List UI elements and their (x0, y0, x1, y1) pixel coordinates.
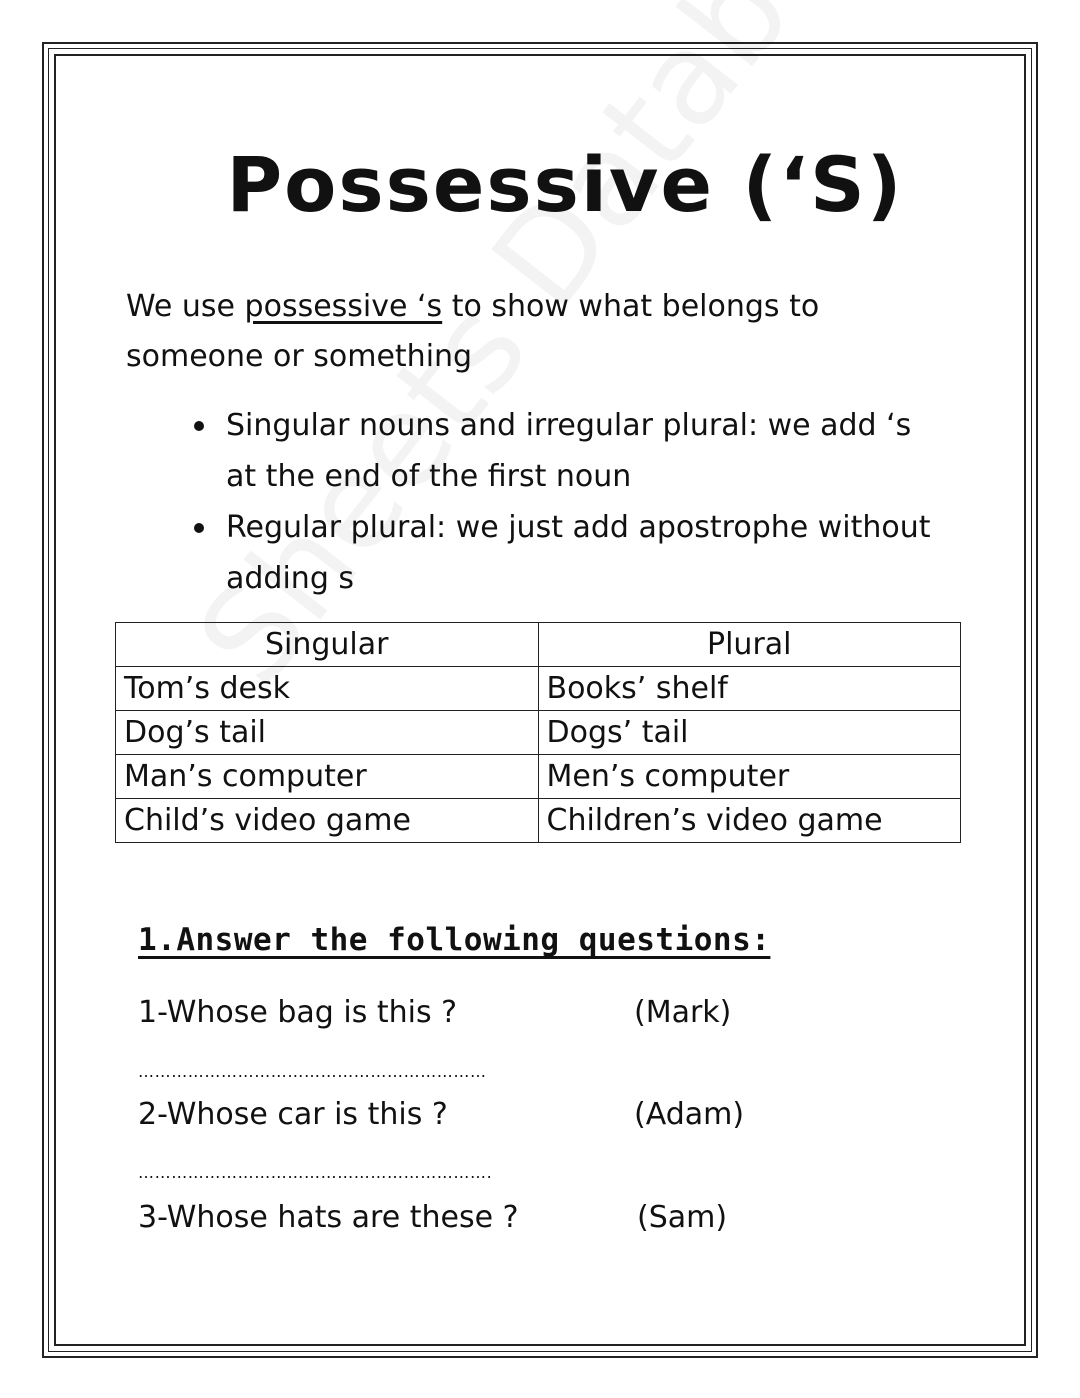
answer-line-1[interactable]: ……………………………………………………… (138, 1062, 487, 1081)
table-row (116, 667, 961, 711)
bullet-icon (194, 421, 204, 431)
header-plural: Plural (538, 623, 961, 667)
question-3: 3-Whose hats are these ? (138, 1200, 519, 1235)
answer-line-2[interactable]: ………………………………………………………. (138, 1163, 493, 1182)
page-title: Possessive (‘S) (226, 140, 904, 229)
table-cell: Tom’s desk (116, 667, 539, 711)
table-cell: Child’s video game (116, 799, 539, 843)
rule-item (226, 400, 946, 502)
question-2: 2-Whose car is this ? (138, 1097, 448, 1132)
question-1: 1-Whose bag is this ? (138, 995, 458, 1030)
rule-text: Singular nouns and irregular plural: we add ‘s at the end of the first noun (226, 408, 912, 494)
table-cell: Men’s computer (538, 755, 961, 799)
question-2-hint: (Adam) (634, 1097, 745, 1132)
intro-paragraph (126, 282, 956, 382)
table-row (116, 799, 961, 843)
table-cell: Children’s video game (538, 799, 961, 843)
intro-underlined-term: possessive ‘s (244, 289, 443, 324)
rule-text: Regular plural: we just add apostrophe without adding s (226, 510, 931, 596)
rules-list (226, 400, 946, 604)
examples-table (115, 622, 961, 843)
question-1-hint: (Mark) (634, 995, 732, 1030)
header-singular: Singular (116, 623, 539, 667)
table-row (116, 755, 961, 799)
question-3-hint: (Sam) (637, 1200, 728, 1235)
table-row (116, 711, 961, 755)
bullet-icon (194, 523, 204, 533)
intro-text-before: We use (126, 289, 245, 324)
table-cell: Dog’s tail (116, 711, 539, 755)
rule-item (226, 502, 946, 604)
table-cell: Dogs’ tail (538, 711, 961, 755)
intro-text-after: to show what belongs to someone or something (126, 289, 820, 374)
table-header-row (116, 623, 961, 667)
table-cell: Books’ shelf (538, 667, 961, 711)
section-heading: 1.Answer the following questions: (138, 922, 771, 958)
table-cell: Man’s computer (116, 755, 539, 799)
